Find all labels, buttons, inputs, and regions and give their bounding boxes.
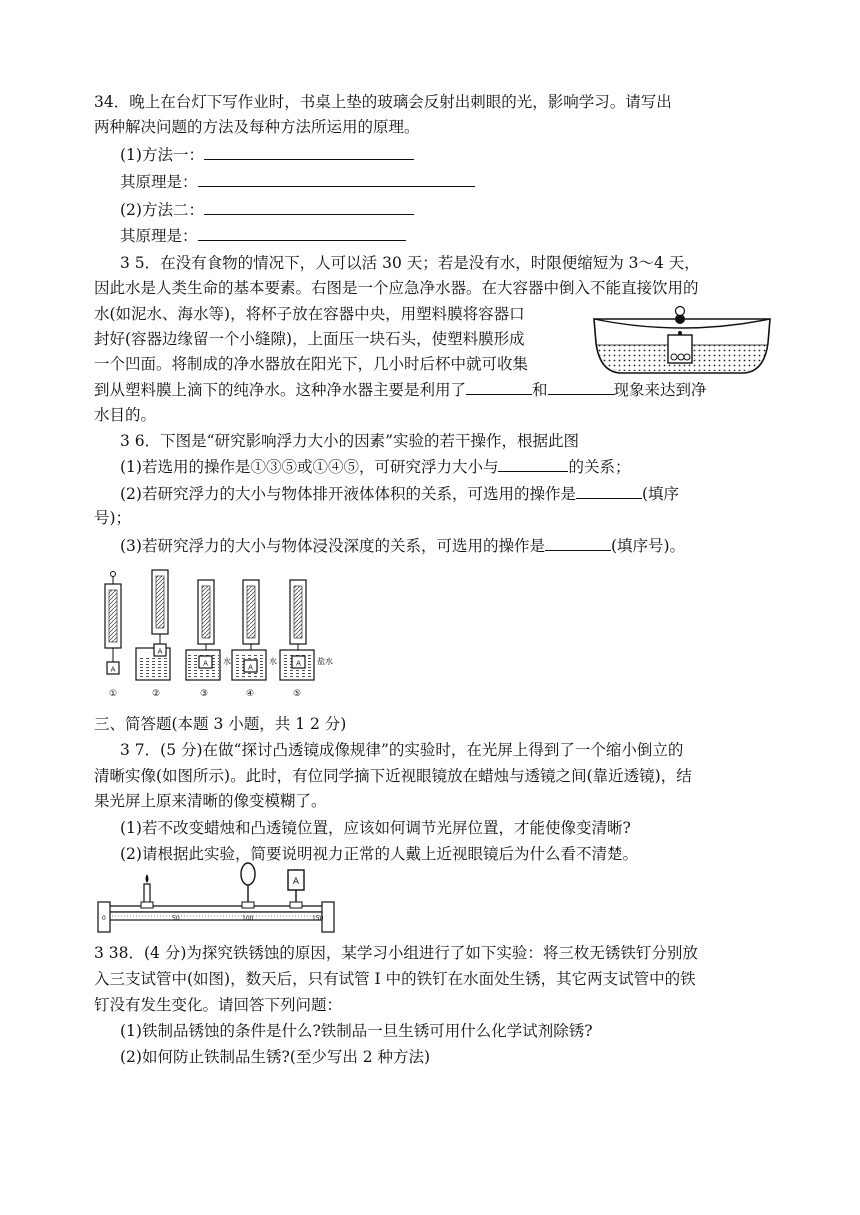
convex-lens [241,863,255,908]
q35-line6-text-a: 到从塑料膜上滴下的纯净水。这种净水器主要是利用了 [94,381,467,399]
q35-line1: 3 5．在没有食物的情况下，人可以活 30 天；若是没有水，时限便缩短为 3～4 天， [120,254,700,272]
q35-line6 [94,378,707,402]
q35-blank-1[interactable] [466,378,532,395]
q34-method1-label: (1)方法一： [120,146,204,164]
scale-label-150: 150 [312,915,324,922]
q36-part1-text-a: (1)若选用的操作是①③⑤或①④⑤，可研究浮力大小与 [120,458,499,476]
setup-number-2: ② [151,689,161,699]
setup-number-4: ④ [245,689,255,699]
scale-label-0: 0 [102,915,106,922]
q36-part1 [120,455,630,479]
q36-part3 [120,534,685,558]
q35-line5: 一个凹面。将制成的净水器放在阳光下，几小时后杯中就可收集 [94,355,529,373]
q38-line3: 钉没有发生变化。请回答下列问题： [94,996,343,1014]
q34-principle2-blank[interactable] [198,224,406,241]
q36-part3-text-b: (填序号)。 [610,537,686,555]
q36-part2 [120,482,679,506]
q36-line1: 3 6．下图是“研究影响浮力大小的因素”实验的若干操作，根据此图 [120,432,580,450]
q36-part1-text-b: 的关系； [568,458,631,476]
q36-blank-2[interactable] [576,482,642,499]
buoyancy-experiment-figure [98,564,338,702]
screen-image-label: A [292,877,300,887]
q38-line1: 3 38．(4 分)为探究铁锈蚀的原因，某学习小组进行了如下实验：将三枚无锈铁钉分别放 [94,944,698,962]
q34-principle2-label: 其原理是： [120,227,198,245]
q36-blank-3[interactable] [545,534,611,551]
q37-part1: (1)若不改变蜡烛和凸透镜位置，应该如何调节光屏位置，才能使像变清晰? [120,819,631,837]
setup-1 [105,572,121,675]
q37-line3: 果光屏上原来清晰的像变模糊了。 [94,792,327,810]
setup-3 [186,580,231,680]
setup-number-3: ③ [199,689,209,699]
q36-part2-text-a: (2)若研究浮力的大小与物体排开液体体积的关系，可选用的操作是 [120,485,576,503]
liquid-label-5: 盐水 [317,657,333,666]
q37-line2: 清晰实像(如图所示)。此时，有位同学摘下近视眼镜放在蜡烛与透镜之间(靠近透镜)，结 [94,767,692,785]
q38-part2: (2)如何防止铁制品生锈?(至少写出 2 种方法) [120,1048,431,1066]
block-label-5: A [296,659,301,668]
q34-stem-line2: 两种解决问题的方法及每种方法所运用的原理。 [94,118,420,136]
q38-part1: (1)铁制品锈蚀的条件是什么?铁制品一旦生锈可用什么化学试剂除锈? [120,1022,593,1040]
q35-line6-text-b: 和 [532,381,548,399]
optical-bench-figure [96,862,336,938]
q37-part2: (2)请根据此实验，简要说明视力正常的人戴上近视眼镜后为什么看不清楚。 [120,845,638,863]
setup-5 [280,580,333,680]
block-label-3: A [203,659,208,668]
q34-principle2 [120,224,406,248]
q37-line1: 3 7．(5 分)在做“探讨凸透镜成像规律”的实验时，在光屏上得到了一个缩小倒立的 [120,741,684,759]
block-label-2: A [157,647,163,656]
q34-method2 [120,198,414,222]
q34-principle1 [120,170,475,194]
q34-principle1-blank[interactable] [198,170,475,187]
q35-line7: 水目的。 [94,406,157,424]
section3-heading: 三、简答题(本题 3 小题，共 1 2 分) [94,715,347,733]
q36-part2-text-b: (填序 [641,485,680,503]
q34-method1-blank[interactable] [204,143,414,160]
liquid-label-3: 水 [223,657,231,666]
block-label-1: A [110,665,116,674]
q36-part2-cont: 号)； [94,509,132,527]
q35-line2: 因此水是人类生命的基本要素。右图是一个应急净水器。在大容器中倒入不能直接饮用的 [94,279,699,297]
q34-principle1-label: 其原理是： [120,173,198,191]
setup-number-1: ① [108,689,118,699]
q35-line6-text-c: 现象来达到净 [613,381,707,399]
setup-4 [232,580,277,680]
q38-line2: 入三支试管中(如图)，数天后，只有试管 I 中的铁钉在水面处生锈，其它两支试管中的铁 [94,970,696,988]
q35-line3: 水(如泥水、海水等)，将杯子放在容器中央，用塑料膜将容器口 [94,305,525,323]
q34-method2-blank[interactable] [204,198,414,215]
block-label-4: A [248,663,253,672]
scale-label-100: 100 [242,915,254,922]
liquid-label-4: 水 [269,657,277,666]
q36-blank-1[interactable] [498,455,568,472]
q34-method1 [120,143,414,167]
q34-stem-line1: 34．晚上在台灯下写作业时，书桌上垫的玻璃会反射出刺眼的光，影响学习。请写出 [94,93,672,111]
q36-part3-text-a: (3)若研究浮力的大小与物体浸没深度的关系，可选用的操作是 [120,537,545,555]
q34-method2-label: (2)方法二： [120,201,204,219]
light-screen [288,870,304,908]
scale-label-50: 50 [172,915,180,922]
q35-line4: 封好(容器边缘留一个小缝隙)，上面压一块石头，使塑料膜形成 [94,330,525,348]
setup-number-5: ⑤ [292,689,302,699]
setup-2 [136,570,170,680]
candle [141,874,153,908]
q35-blank-2[interactable] [548,378,614,395]
water-purifier-figure [592,293,772,375]
